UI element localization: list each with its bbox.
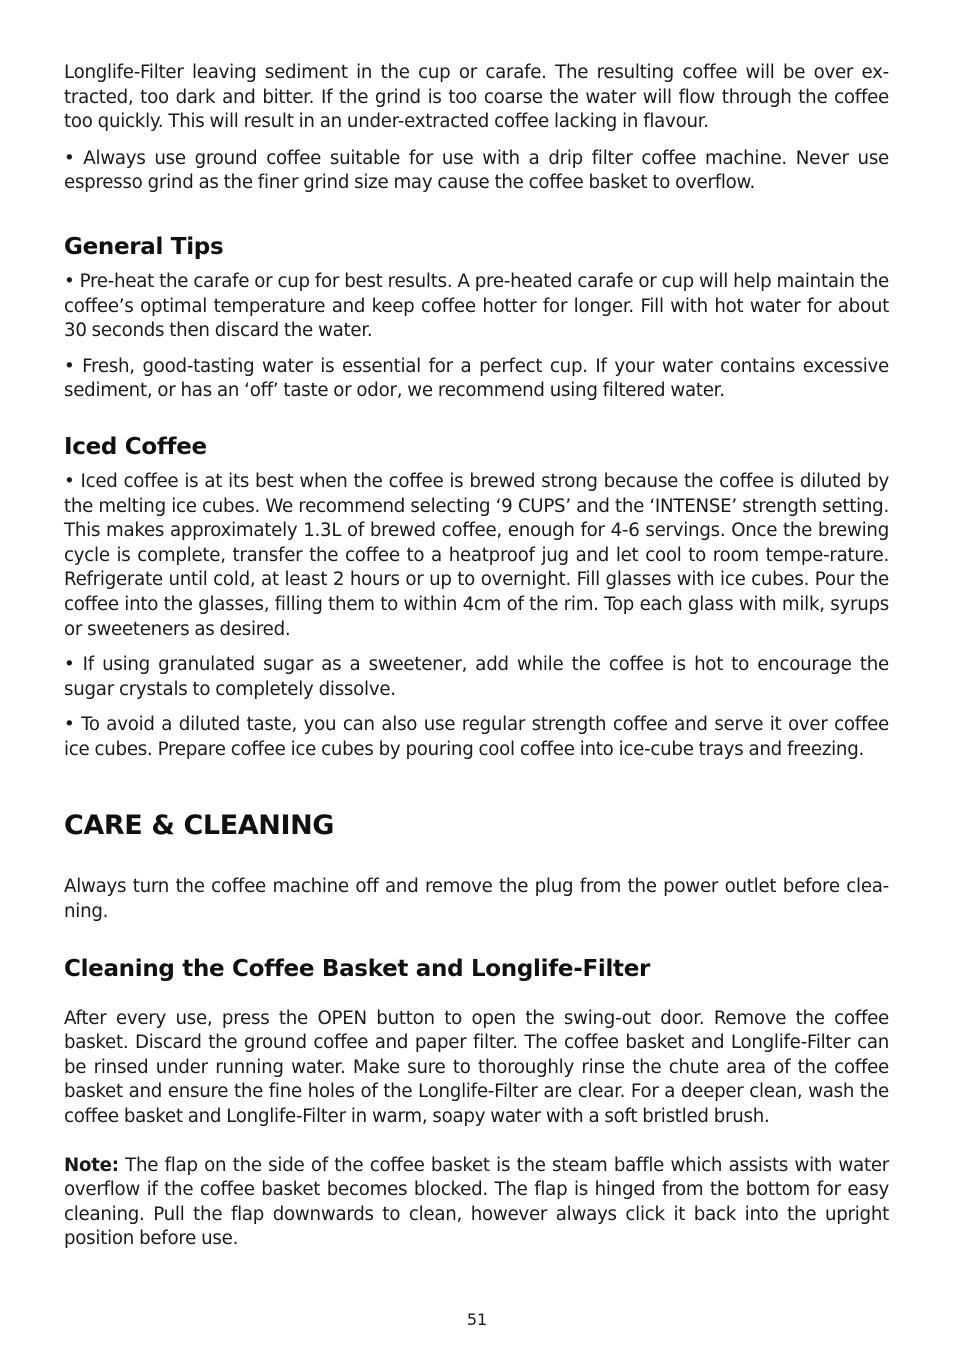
- intro-bullet: • Always use ground coffee suitable for use with a drip filter coffee machine. Never use espresso grind as the finer grind size may cause the coffee basket to overflow.: [64, 147, 889, 194]
- general-tips-bullet-2: • Fresh, good-tasting water is essential for a perfect cup. If your water contains excessive sediment, or has an ‘off’ taste or odor, we recommend using filtered water.: [64, 355, 889, 402]
- cleaning-note-paragraph: [64, 1154, 889, 1252]
- page-content: [64, 61, 889, 1252]
- general-tips-bullet-1: • Pre-heat the carafe or cup for best results. A pre-heated carafe or cup will help maintain the coffee’s optimal temperature and keep coffee hotter for longer. Fill with hot water for about 30 seconds then discard the water.: [64, 270, 889, 342]
- note-label: Note:: [64, 1154, 119, 1176]
- iced-coffee-heading: Iced Coffee: [64, 433, 207, 460]
- intro-paragraph: Longlife-Filter leaving sediment in the cup or carafe. The resulting coffee will be over ex-tracted, too dark and bitter. If the grind is too coarse the water will flow through the coffee too quickly. This will result in an under-extracted coffee lacking in flavour.: [64, 62, 889, 133]
- care-cleaning-heading: CARE & CLEANING: [64, 810, 335, 842]
- note-text: The flap on the side of the coffee basket is the steam baffle which assists with water overflow if the coffee basket becomes blocked. The flap is hinged from the bottom for easy cleaning. Pull the flap downwards to clean, however always click it back into the upright position before use.: [64, 1154, 889, 1250]
- general-tips-heading: General Tips: [64, 233, 224, 260]
- care-cleaning-intro: Always turn the coffee machine off and remove the plug from the power outlet before clea-ning.: [64, 876, 889, 923]
- page-number: 51: [466, 1310, 488, 1329]
- cleaning-basket-heading: Cleaning the Coffee Basket and Longlife-Filter: [64, 955, 651, 982]
- iced-coffee-bullet-3: • To avoid a diluted taste, you can also use regular strength coffee and serve it over coffee ice cubes. Prepare coffee ice cubes by pouring cool coffee into ice-cube trays and freezing.: [64, 714, 889, 760]
- iced-coffee-bullet-1: • Iced coffee is at its best when the coffee is brewed strong because the coffee is diluted by the melting ice cubes. We recommend selecting ‘9 CUPS’ and the ‘INTENSE’ strength setting. This makes approximately 1.3L of brewed coffee, enough for 4-6 servings. Once the brewing cycle is complete, transfer the coffee to a heatproof jug and let cool to room tempe-rature. Refrigerate until cold, at least 2 hours or up to overnight. Fill glasses with ice cubes. Pour the coffee into the glasses, filling them to within 4cm of the rim. Top each glass with milk, syrups or sweeteners as desired.: [64, 470, 889, 640]
- cleaning-basket-paragraph: After every use, press the OPEN button to open the swing-out door. Remove the coffee basket. Discard the ground coffee and paper filter. The coffee basket and Longlife-Filter can be rinsed under running water. Make sure to thoroughly rinse the chute area of the coffee basket and ensure the fine holes of the Longlife-Filter are clear. For a deeper clean, wash the coffee basket and Longlife-Filter in warm, soapy water with a soft bristled brush.: [64, 1007, 889, 1128]
- iced-coffee-bullet-2: • If using granulated sugar as a sweetener, add while the coffee is hot to encourage the sugar crystals to completely dissolve.: [64, 654, 889, 700]
